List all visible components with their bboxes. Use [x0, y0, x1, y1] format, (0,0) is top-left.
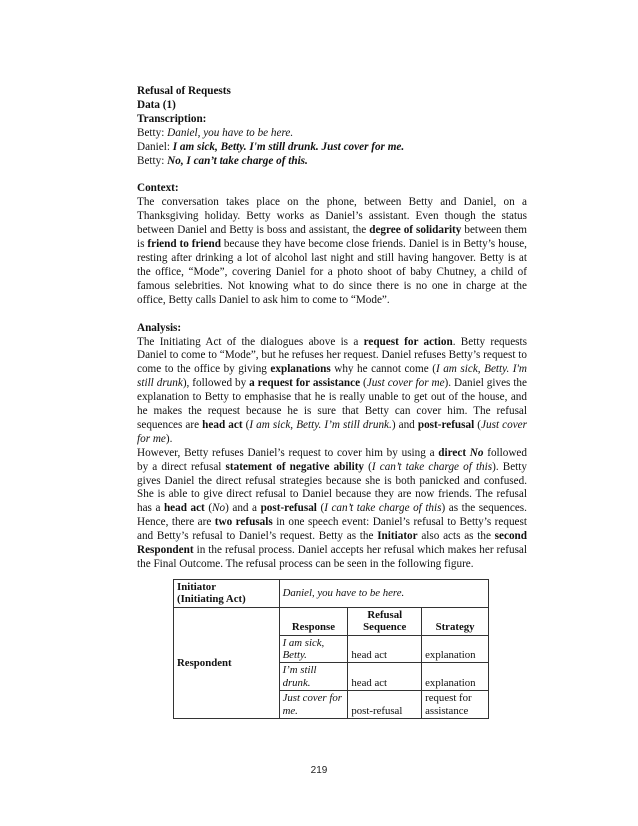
initiator-row [174, 580, 489, 608]
refusal-process-table [173, 579, 489, 719]
context-label: Context: [137, 182, 179, 195]
page-content [137, 85, 527, 572]
transcription-label: Transcription: [137, 112, 207, 125]
strategy-cell: explanation [422, 663, 489, 691]
header-response: Response [279, 607, 348, 635]
sequence-cell: head act [348, 663, 422, 691]
data-label: Data (1) [137, 98, 176, 111]
strategy-cell: explanation [422, 635, 489, 663]
page-number: 219 [310, 765, 328, 776]
response-cell: I am sick, Betty. [279, 635, 348, 663]
sequence-cell: post-refusal [348, 691, 422, 719]
header-row [174, 607, 489, 635]
header-refusal-sequence: Refusal Sequence [348, 607, 422, 635]
section-title: Refusal of Requests [137, 85, 231, 97]
transcript-line-2: Daniel: I am sick, Betty. I'm still drunk. Just cover for me. [137, 140, 405, 153]
analysis-paragraph-2: However, Betty refuses Daniel’s request to cover him by using a direct No followed by a direct refusal statement of negative ability (I can’t take charge of this). Betty gives Daniel the direct refusal strategies because she is both panicked and confused. She is able to give direct refusal to Daniel because they are now friends. The refusal has a head act (No) and a post-refusal (I can’t take charge of this) as the sequences. Hence, there are two refusals in one speech event: Daniel’s refusal to Betty’s request and Betty’s refusal to Daniel’s request. Betty as the Initiator also acts as the second Respondent in the refusal process. Daniel accepts her refusal which makes her refusal the Final Outcome. The refusal process can be seen in the following figure. [137, 446, 527, 570]
response-cell: Just cover for me. [279, 691, 348, 719]
transcript-line-3: Betty: No, I can’t take charge of this. [137, 154, 308, 167]
sequence-cell: head act [348, 635, 422, 663]
analysis-label: Analysis: [137, 321, 182, 334]
transcript-line-1: Betty: Daniel, you have to be here. [137, 126, 294, 139]
initiator-line-cell: Daniel, you have to be here. [279, 580, 488, 608]
header-strategy: Strategy [422, 607, 489, 635]
analysis-paragraph-1: The Initiating Act of the dialogues above is a request for action. Betty requests Daniel to come to “Mode”, but he refuses her request. Daniel refuses Betty’s request to come to the office by giving explanations why he cannot come (I am sick, Betty. I'm still drunk), followed by a request for assistance (Just cover for me). Daniel gives the explanation to Betty to emphasise that he is really unable to get out of the house, and he makes the request because he is sure that Betty can cover him. The refusal sequences are head act (I am sick, Betty. I’m still drunk.) and post-refusal (Just cover for me). [137, 335, 528, 445]
respondent-cell: Respondent [174, 607, 280, 718]
context-paragraph: The conversation takes place on the phone, between Betty and Daniel, on a Thanksgiving holiday. Betty works as Daniel’s assistant. Even though the status between Daniel and Betty is boss and assistant, the degree of solidarity between them is friend to friend because they have become close friends. Daniel is in Betty’s house, resting after drinking a lot of alcohol last night and still having hangover. Betty is at the office, “Mode”, covering Daniel for a photo shoot of baby Chutney, a child of famous selebrities. Not knowing what to do since there is no one in charge at the office, Betty calls Daniel to ask him to come to “Mode”. [137, 196, 527, 306]
initiator-cell: Initiator (Initiating Act) [174, 580, 280, 608]
strategy-cell: request for assistance [422, 691, 489, 719]
response-cell: I’m still drunk. [279, 663, 348, 691]
